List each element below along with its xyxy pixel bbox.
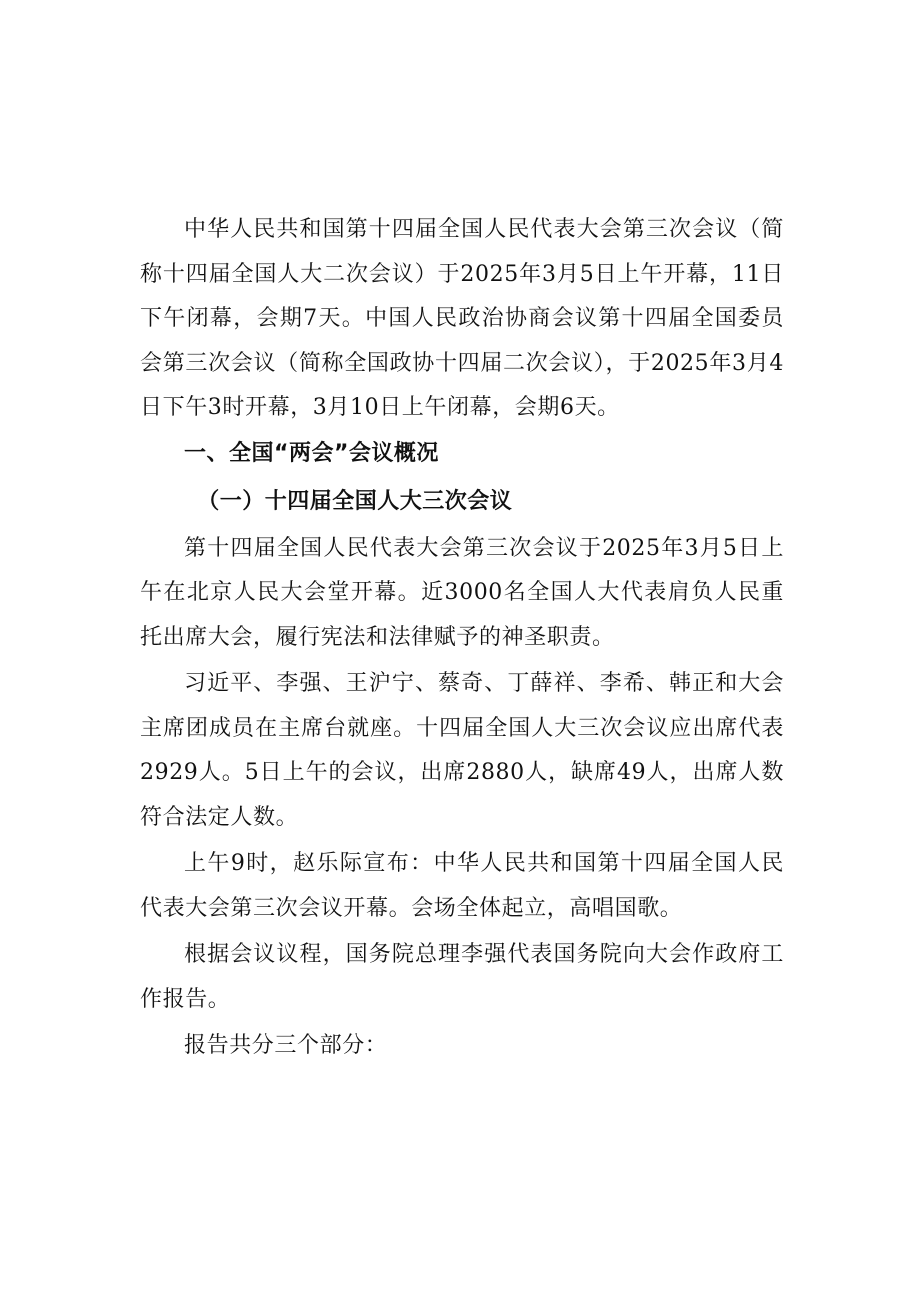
body-paragraph-report-parts: 报告共分三个部分： — [184, 1033, 388, 1058]
body-paragraph-attendance: 习近平、李强、王沪宁、蔡奇、丁薛祥、李希、韩正和大会主席团成员在主席台就座。十四届全国人大三次会议应出席代表2929人。5日上午的会议，出席2880人，缺席49人，出席人数符合法定人数。 — [140, 671, 784, 830]
subsection-heading: （一）十四届全国人大三次会议 — [197, 488, 513, 514]
document-body — [140, 208, 784, 1069]
body-paragraph-opening: 第十四届全国人民代表大会第三次会议于2025年3月5日上午在北京人民大会堂开幕。近3000名全国人大代表肩负人民重托出席大会，履行宪法和法律赋予的神圣职责。 — [140, 535, 784, 650]
section-heading: 一、全国“两会”会议概况 — [184, 440, 439, 466]
body-paragraph-announcement: 上午9时，赵乐际宣布：中华人民共和国第十四届全国人民代表大会第三次会议开幕。会场全体起立，高唱国歌。 — [140, 851, 784, 921]
intro-paragraph: 中华人民共和国第十四届全国人民代表大会第三次会议（简称十四届全国人大二次会议）于2025年3月5日上午开幕，11日下午闭幕，会期7天。中国人民政治协商会议第十四届全国委员会第三次会议（简称全国政协十四届二次会议），于2025年3月4日下午3时开幕，3月10日上午闭幕，会期6天。 — [140, 217, 784, 420]
body-paragraph-agenda: 根据会议议程，国务院总理李强代表国务院向大会作政府工作报告。 — [140, 942, 784, 1012]
